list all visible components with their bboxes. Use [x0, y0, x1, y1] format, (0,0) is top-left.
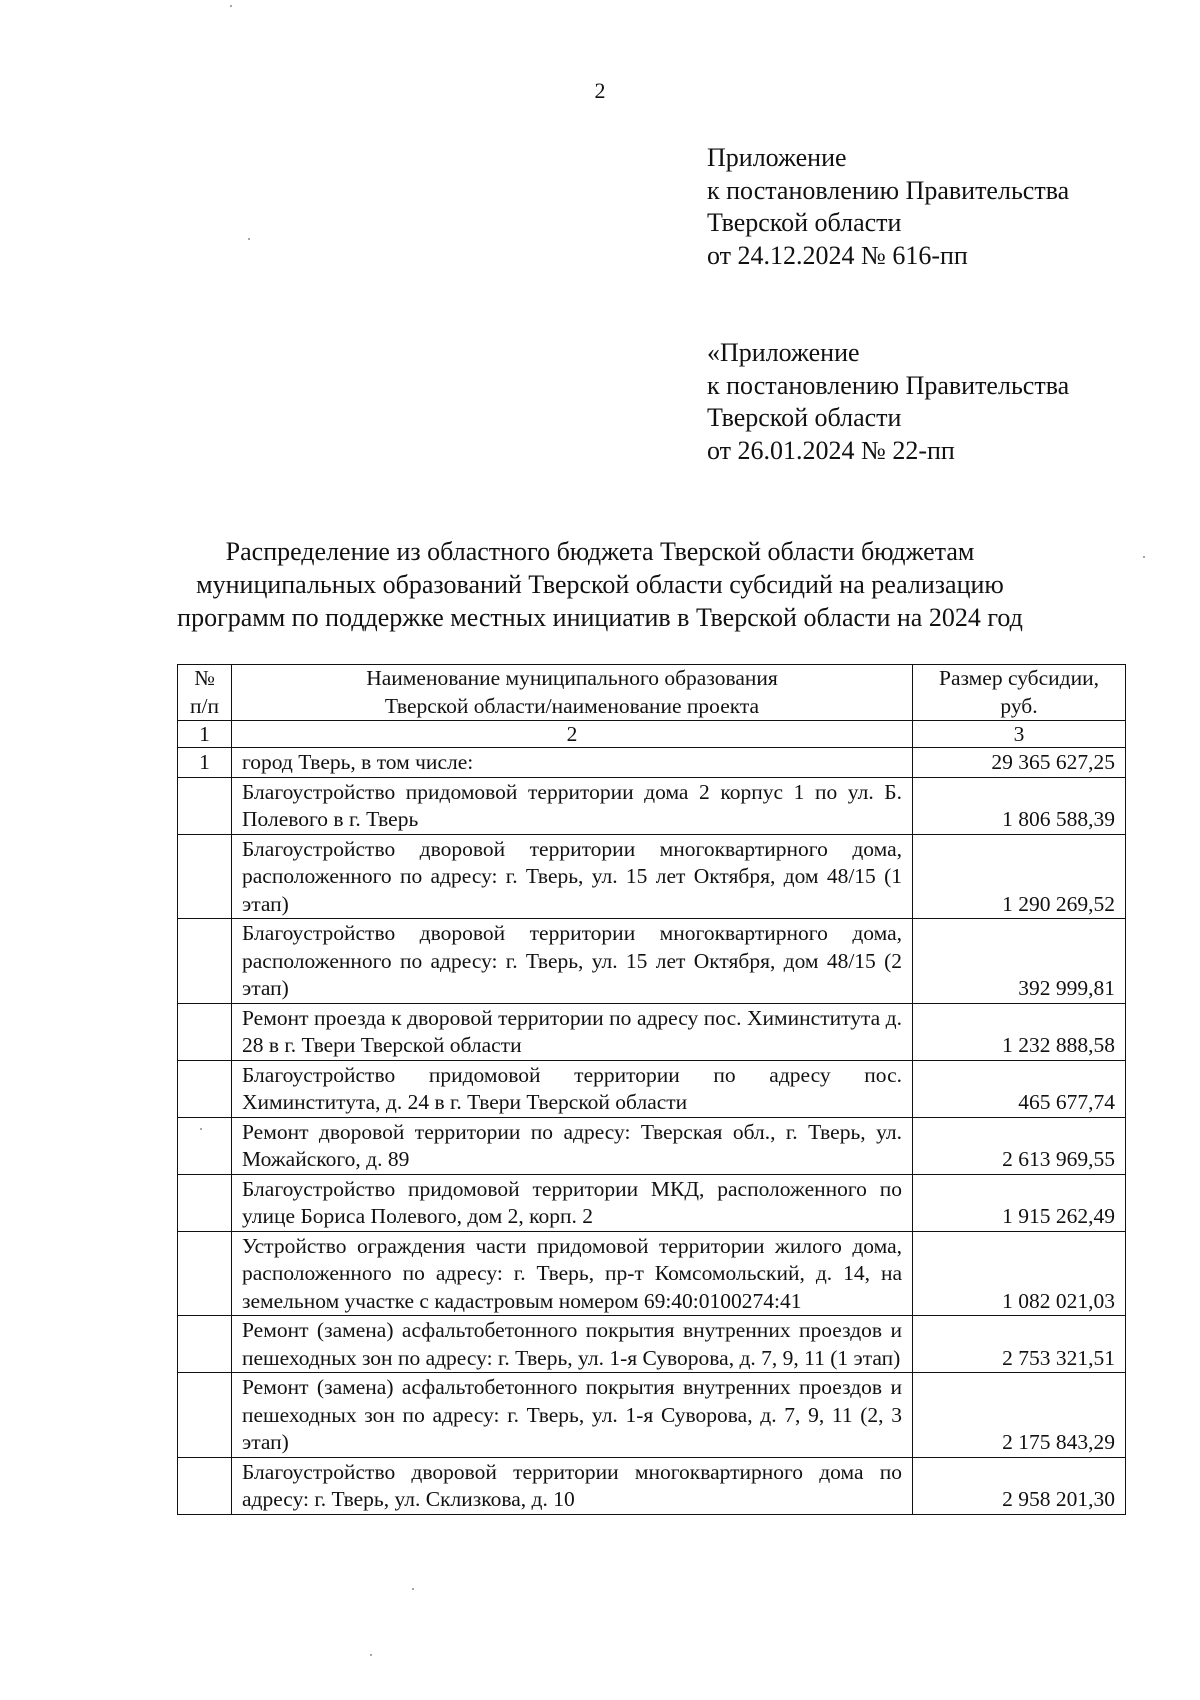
subsidies-table	[177, 664, 1126, 1515]
row-number-cell	[178, 919, 232, 1004]
row-number-cell	[178, 777, 232, 834]
column-number-1: 1	[178, 721, 232, 748]
annex-quoted-line-4: от 26.01.2024 № 22-пп	[707, 435, 955, 465]
row-amount-cell: 2 613 969,55	[913, 1117, 1126, 1174]
table-row	[178, 1117, 1126, 1174]
row-amount-cell: 465 677,74	[913, 1060, 1126, 1117]
row-amount-cell: 1 915 262,49	[913, 1174, 1126, 1231]
row-number-cell	[178, 1003, 232, 1060]
row-number-cell	[178, 1060, 232, 1117]
row-amount-cell: 2 958 201,30	[913, 1457, 1126, 1514]
row-name-cell: Благоустройство придомовой территории по адресу пос. Химинститута, д. 24 в г. Твери Тверской области	[232, 1060, 913, 1117]
header-name-line-2: Тверской области/наименование проекта	[384, 693, 760, 718]
header-number-line-2: п/п	[190, 693, 219, 718]
table-row	[178, 1174, 1126, 1231]
annex-line-1: Приложение	[707, 143, 847, 172]
annex-quoted-header	[707, 337, 1069, 467]
scan-speck	[370, 1654, 372, 1656]
header-number-cell	[178, 665, 232, 721]
document-title	[150, 535, 1050, 634]
column-numbers-row	[178, 721, 1126, 748]
row-amount-cell: 2 753 321,51	[913, 1316, 1126, 1373]
header-name-line-1: Наименование муниципального образования	[366, 666, 778, 690]
header-amount-line-1: Размер субсидии,	[938, 666, 1099, 690]
row-number-cell	[178, 1457, 232, 1514]
row-amount-cell: 29 365 627,25	[913, 748, 1126, 778]
table-header-row	[178, 665, 1126, 721]
scan-speck	[248, 238, 250, 240]
title-line-3: программ по поддержке местных инициатив в Тверской области на 2024 год	[177, 603, 1023, 632]
row-name-cell: Ремонт дворовой территории по адресу: Тверская обл., г. Тверь, ул. Можайского, д. 89	[232, 1117, 913, 1174]
header-number-line-1: №	[194, 666, 215, 690]
row-number-cell	[178, 1316, 232, 1373]
row-number-cell: 1	[178, 748, 232, 778]
row-amount-cell: 1 232 888,58	[913, 1003, 1126, 1060]
column-number-3: 3	[913, 721, 1126, 748]
row-amount-cell: 1 082 021,03	[913, 1231, 1126, 1316]
table-row	[178, 748, 1126, 778]
row-name-cell: Ремонт (замена) асфальтобетонного покрытия внутренних проездов и пешеходных зон по адресу: г. Тверь, ул. 1-я Суворова, д. 7, 9, 11 (2, 3 этап)	[232, 1373, 913, 1458]
annex-line-3: Тверской области	[707, 208, 902, 237]
table-row	[178, 1003, 1126, 1060]
row-name-cell: Благоустройство дворовой территории многоквартирного дома по адресу: г. Тверь, ул. Склизкова, д. 10	[232, 1457, 913, 1514]
column-number-2: 2	[232, 721, 913, 748]
table-row	[178, 1060, 1126, 1117]
row-name-cell: Благоустройство дворовой территории многоквартирного дома, расположенного по адресу: г. Тверь, ул. 15 лет Октября, дом 48/15 (1 этап)	[232, 834, 913, 919]
table-row	[178, 1373, 1126, 1458]
row-number-cell	[178, 1373, 232, 1458]
scan-speck	[200, 1128, 202, 1130]
table-row	[178, 919, 1126, 1004]
row-number-cell	[178, 1174, 232, 1231]
row-number-cell	[178, 1117, 232, 1174]
row-amount-cell: 1 290 269,52	[913, 834, 1126, 919]
header-name-cell	[232, 665, 913, 721]
row-name-cell: Устройство ограждения части придомовой территории жилого дома, расположенного по адресу: г. Тверь, пр-т Комсомольский, д. 14, на земельном участке с кадастровым номером 69:40:0100274:41	[232, 1231, 913, 1316]
row-amount-cell: 2 175 843,29	[913, 1373, 1126, 1458]
row-name-cell: Ремонт (замена) асфальтобетонного покрытия внутренних проездов и пешеходных зон по адресу: г. Тверь, ул. 1-я Суворова, д. 7, 9, 11 (1 этап)	[232, 1316, 913, 1373]
row-name-cell: Ремонт проезда к дворовой территории по адресу пос. Химинститута д. 28 в г. Твери Тверской области	[232, 1003, 913, 1060]
row-name-cell: Благоустройство придомовой территории дома 2 корпус 1 по ул. Б. Полевого в г. Тверь	[232, 777, 913, 834]
row-number-cell	[178, 834, 232, 919]
annex-quoted-line-1: «Приложение	[707, 338, 860, 367]
annex-line-4: от 24.12.2024 № 616-пп	[707, 240, 968, 270]
row-name-cell: город Тверь, в том числе:	[232, 748, 913, 778]
table-row	[178, 1231, 1126, 1316]
table-row	[178, 1457, 1126, 1514]
title-line-2: муниципальных образований Тверской области субсидий на реализацию	[196, 570, 1004, 599]
title-line-1: Распределение из областного бюджета Тверской области бюджетам	[225, 537, 975, 566]
header-amount-line-2: руб.	[1000, 693, 1038, 718]
table-row	[178, 777, 1126, 834]
row-name-cell: Благоустройство придомовой территории МКД, расположенного по улице Бориса Полевого, дом 2, корп. 2	[232, 1174, 913, 1231]
annex-header	[707, 142, 1069, 272]
scan-speck	[1143, 556, 1145, 558]
annex-line-2: к постановлению Правительства	[707, 175, 1070, 205]
annex-quoted-line-2: к постановлению Правительства	[707, 370, 1070, 400]
scan-speck	[230, 5, 232, 7]
row-amount-cell: 1 806 588,39	[913, 777, 1126, 834]
table-row	[178, 834, 1126, 919]
row-name-cell: Благоустройство дворовой территории многоквартирного дома, расположенного по адресу: г. Тверь, ул. 15 лет Октября, дом 48/15 (2 этап)	[232, 919, 913, 1004]
table-row	[178, 1316, 1126, 1373]
row-number-cell	[178, 1231, 232, 1316]
row-amount-cell: 392 999,81	[913, 919, 1126, 1004]
annex-quoted-line-3: Тверской области	[707, 403, 902, 432]
page-number: 2	[594, 78, 606, 103]
header-amount-cell	[913, 665, 1126, 721]
scan-speck	[412, 1588, 414, 1590]
